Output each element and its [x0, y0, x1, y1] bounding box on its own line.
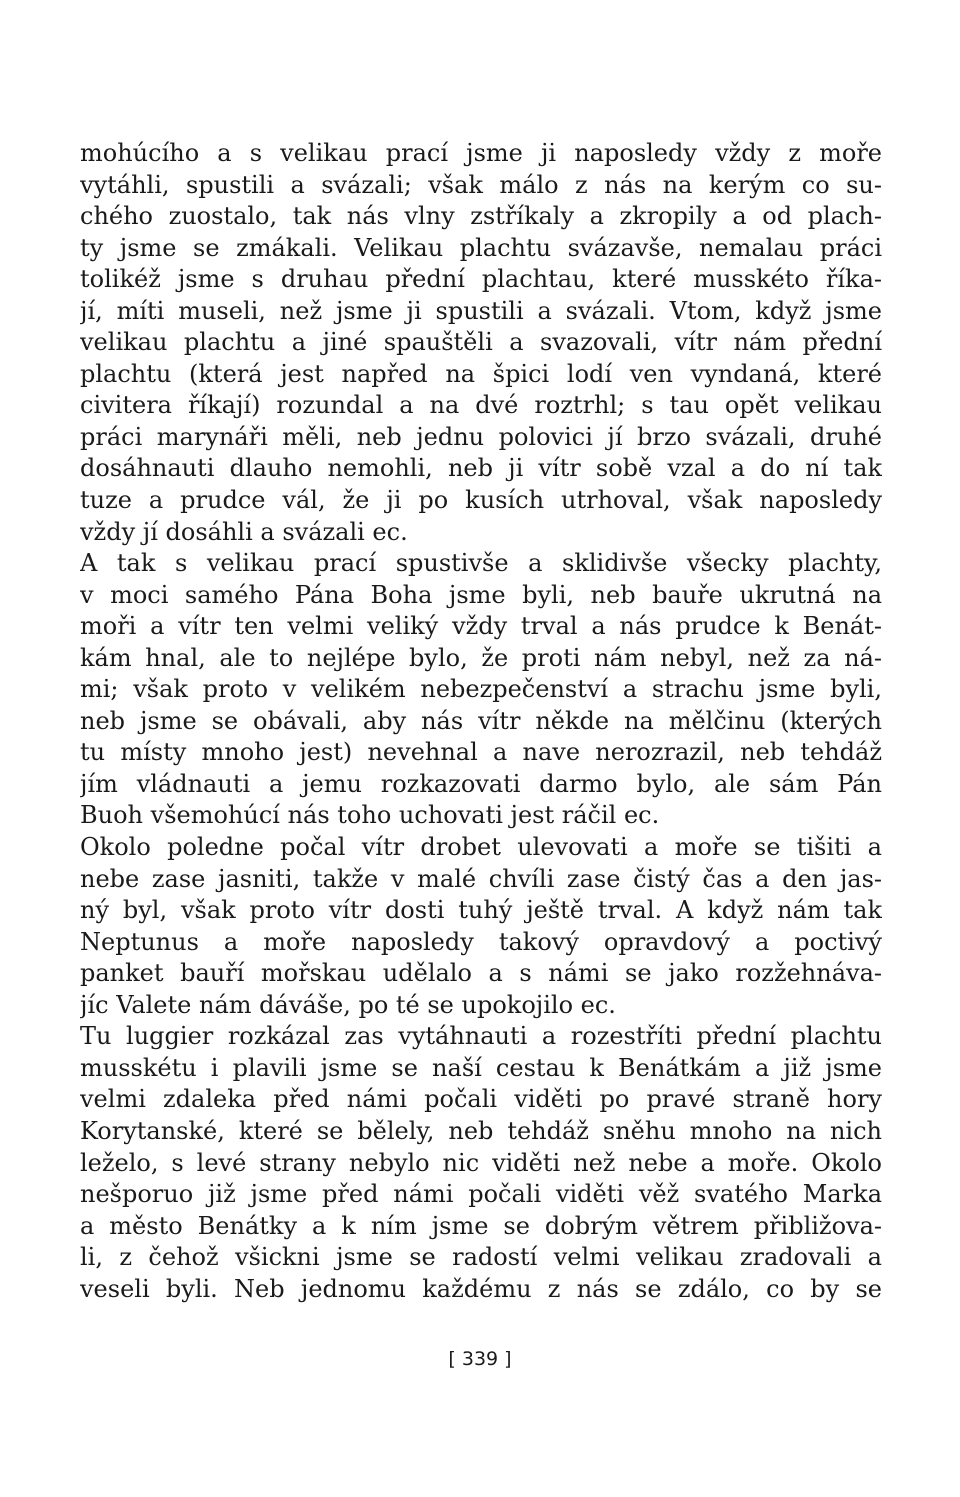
text-line: jíc Valete nám dáváše, po té se upokojilo ec. — [80, 990, 616, 1019]
text-line: civitera říkají) rozundal a na dvé roztrhl; s tau opět velikau — [80, 391, 882, 420]
text-line: li, z čehož všickni jsme se radostí velmi velikau zradovali a — [80, 1243, 882, 1272]
text-line: veseli byli. Neb jednomu každému z nás se zdálo, co by se — [80, 1274, 882, 1303]
text-line: Korytanské, které se bělely, neb tehdáž sněhu mnoho na nich — [80, 1116, 882, 1145]
text-line: tu místy mnoho jest) nevehnal a nave nerozrazil, neb tehdáž — [80, 738, 882, 767]
text-line: nebe zase jasniti, takže v malé chvíli zase čistý čas a den jas- — [80, 864, 882, 893]
text-line: Buoh všemohúcí nás toho uchovati jest ráčil ec. — [80, 801, 660, 830]
text-line: plachtu (která jest napřed na špici lodí ven vyndaná, které — [80, 359, 882, 388]
page-number: [ 339 ] — [448, 1348, 512, 1370]
text-line: v moci samého Pána Boha jsme byli, neb bauře ukrutná na — [80, 580, 882, 609]
text-line: mi; však proto v velikém nebezpečenství a strachu jsme byli, — [80, 675, 882, 704]
text-line: tolikéž jsme s druhau přední plachtau, které musskéto říka- — [80, 265, 882, 294]
text-line: mohúcího a s velikau prací jsme ji naposledy vždy z moře — [80, 139, 882, 167]
text-line: kám hnal, ale to nejlépe bylo, že proti nám nebyl, než za ná- — [80, 643, 882, 672]
text-line: ný byl, však proto vítr dosti tuhý ještě trval. A když nám tak — [80, 896, 882, 925]
text-line: velikau plachtu a jiné spauštěli a svazovali, vítr nám přední — [80, 328, 882, 357]
text-line: dosáhnauti dlauho nemohli, neb ji vítr sobě vzal a do ní tak — [80, 454, 882, 483]
text-line: panket bauří mořskau udělalo a s námi se jako rozžehnáva- — [80, 959, 882, 988]
text-line: ty jsme se zmákali. Velikau plachtu svázavše, nemalau práci — [80, 233, 882, 262]
text-line: chého zuostalo, tak nás vlny zstříkaly a zkropily a od plach- — [80, 202, 882, 231]
text-line: A tak s velikau prací spustivše a sklidivše všecky plachty, — [80, 549, 882, 578]
text-line: a město Benátky a k ním jsme se dobrým větrem přibližova- — [80, 1211, 882, 1240]
text-line: jím vládnauti a jemu rozkazovati darmo bylo, ale sám Pán — [80, 769, 882, 798]
text-line: velmi zdaleka před námi počali viděti po pravé straně hory — [80, 1085, 882, 1114]
text-line: Tu luggier rozkázal zas vytáhnauti a rozestříti přední plachtu — [80, 1022, 882, 1051]
text-line: moři a vítr ten velmi veliký vždy trval a nás prudce k Benát- — [80, 612, 882, 641]
text-line: leželo, s levé strany nebylo nic viděti než nebe a moře. Okolo — [80, 1148, 882, 1177]
text-line: jí, míti museli, než jsme ji spustili a svázali. Vtom, když jsme — [80, 296, 882, 325]
text-line: vytáhli, spustili a svázali; však málo z nás na kerým co su- — [80, 170, 882, 199]
text-line: musskétu i plavili jsme se naší cestau k Benátkám a již jsme — [80, 1053, 882, 1082]
text-line: Okolo poledne počal vítr drobet ulevovati a moře se tišiti a — [80, 833, 882, 862]
text-line: nešporuo již jsme před námi počali viděti věž svatého Marka — [80, 1180, 882, 1209]
text-line: tuze a prudce vál, že ji po kusích utrhoval, však naposledy — [80, 486, 882, 515]
text-line: vždy jí dosáhli a svázali ec. — [80, 517, 408, 546]
page-body — [80, 138, 882, 1305]
text-line: Neptunus a moře naposledy takový opravdový a poctivý — [80, 927, 882, 956]
text-line: práci marynáři měli, neb jednu polovici jí brzo svázali, druhé — [80, 422, 882, 451]
text-line: neb jsme se obávali, aby nás vítr někde na mělčinu (kterých — [80, 706, 882, 735]
